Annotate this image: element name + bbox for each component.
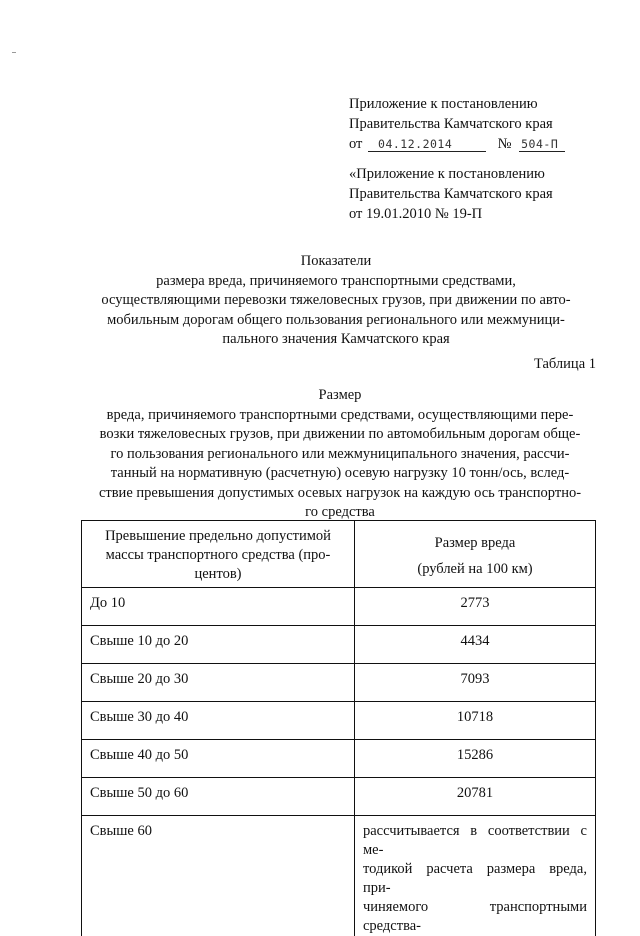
header-col1-line-2: массы транспортного средства (про- [88,546,348,565]
document-title [86,252,586,350]
appendix-line-1: Приложение к постановлению [349,94,629,114]
header-excess-percent [82,521,355,588]
quoted-appendix-line-1: «Приложение к постановлению [349,164,629,184]
header-harm-amount [355,521,596,588]
table-row [82,778,596,816]
header-col2-line-1: Размер вреда [361,530,589,556]
table-title-line-1: Размер [80,386,600,406]
table-title-line-5: танный на нормативную (расчетную) осевую нагрузку 10 тонн/ось, вслед- [80,464,600,484]
table-label: Таблица 1 [534,356,596,373]
document-title-line-2: размера вреда, причиняемого транспортными средствами, [86,272,586,292]
document-title-line-3: осуществляющими перевозки тяжеловесных грузов, при движении по авто- [86,291,586,311]
appendix-header [349,94,629,154]
table-title-line-2: вреда, причиняемого транспортными средствами, осуществляющими пере- [80,406,600,426]
table-row [82,740,596,778]
table-title [80,386,600,523]
row-range: Свыше 20 до 30 [82,664,355,702]
row-value: 15286 [355,740,596,778]
row-calculation-note [355,816,596,936]
header-col1-line-3: центов) [88,565,348,584]
document-title-line-4: мобильным дорогам общего пользования регионального или межмуници- [86,311,586,331]
header-col1-line-1: Превышение предельно допустимой [88,527,348,546]
table-title-line-4: го пользования регионального или межмуниципального значения, рассчи- [80,445,600,465]
from-label: от [349,136,362,152]
table-row-last [82,816,596,936]
harm-table [81,520,596,936]
quoted-appendix-line-2: Правительства Камчатского края [349,184,629,204]
row-range: Свыше 60 [82,816,355,936]
table-row [82,588,596,626]
table-title-line-7: го средства [80,503,600,523]
appendix-date-line [349,134,629,154]
header-col2-line-2: (рублей на 100 км) [361,556,589,582]
row-range: Свыше 30 до 40 [82,702,355,740]
quoted-appendix [349,164,629,224]
resolution-date: 04.12.2014 [368,138,486,152]
number-label: № [498,136,512,152]
table-row [82,664,596,702]
note-line-1: рассчитывается в соответствии с ме- [363,822,587,860]
row-range: Свыше 40 до 50 [82,740,355,778]
row-range: Свыше 10 до 20 [82,626,355,664]
table-title-line-6: ствие превышения допустимых осевых нагрузок на каждую ось транспортно- [80,484,600,504]
appendix-line-2: Правительства Камчатского края [349,114,629,134]
row-value: 4434 [355,626,596,664]
row-value: 2773 [355,588,596,626]
table-title-line-3: возки тяжеловесных грузов, при движении по автомобильным дорогам обще- [80,425,600,445]
table-header-row [82,521,596,588]
table-row [82,702,596,740]
document-title-line-5: пального значения Камчатского края [86,330,586,350]
resolution-number: 504-П [519,138,565,152]
row-value: 7093 [355,664,596,702]
document-title-line-1: Показатели [86,252,586,272]
table-row [82,626,596,664]
row-value: 20781 [355,778,596,816]
row-value: 10718 [355,702,596,740]
quoted-appendix-line-3: от 19.01.2010 № 19-П [349,204,629,224]
row-range: До 10 [82,588,355,626]
row-range: Свыше 50 до 60 [82,778,355,816]
note-line-3: чиняемого транспортными средства- [363,898,587,936]
note-line-2: тодикой расчета размера вреда, при- [363,860,587,898]
scan-artifact [12,52,16,53]
